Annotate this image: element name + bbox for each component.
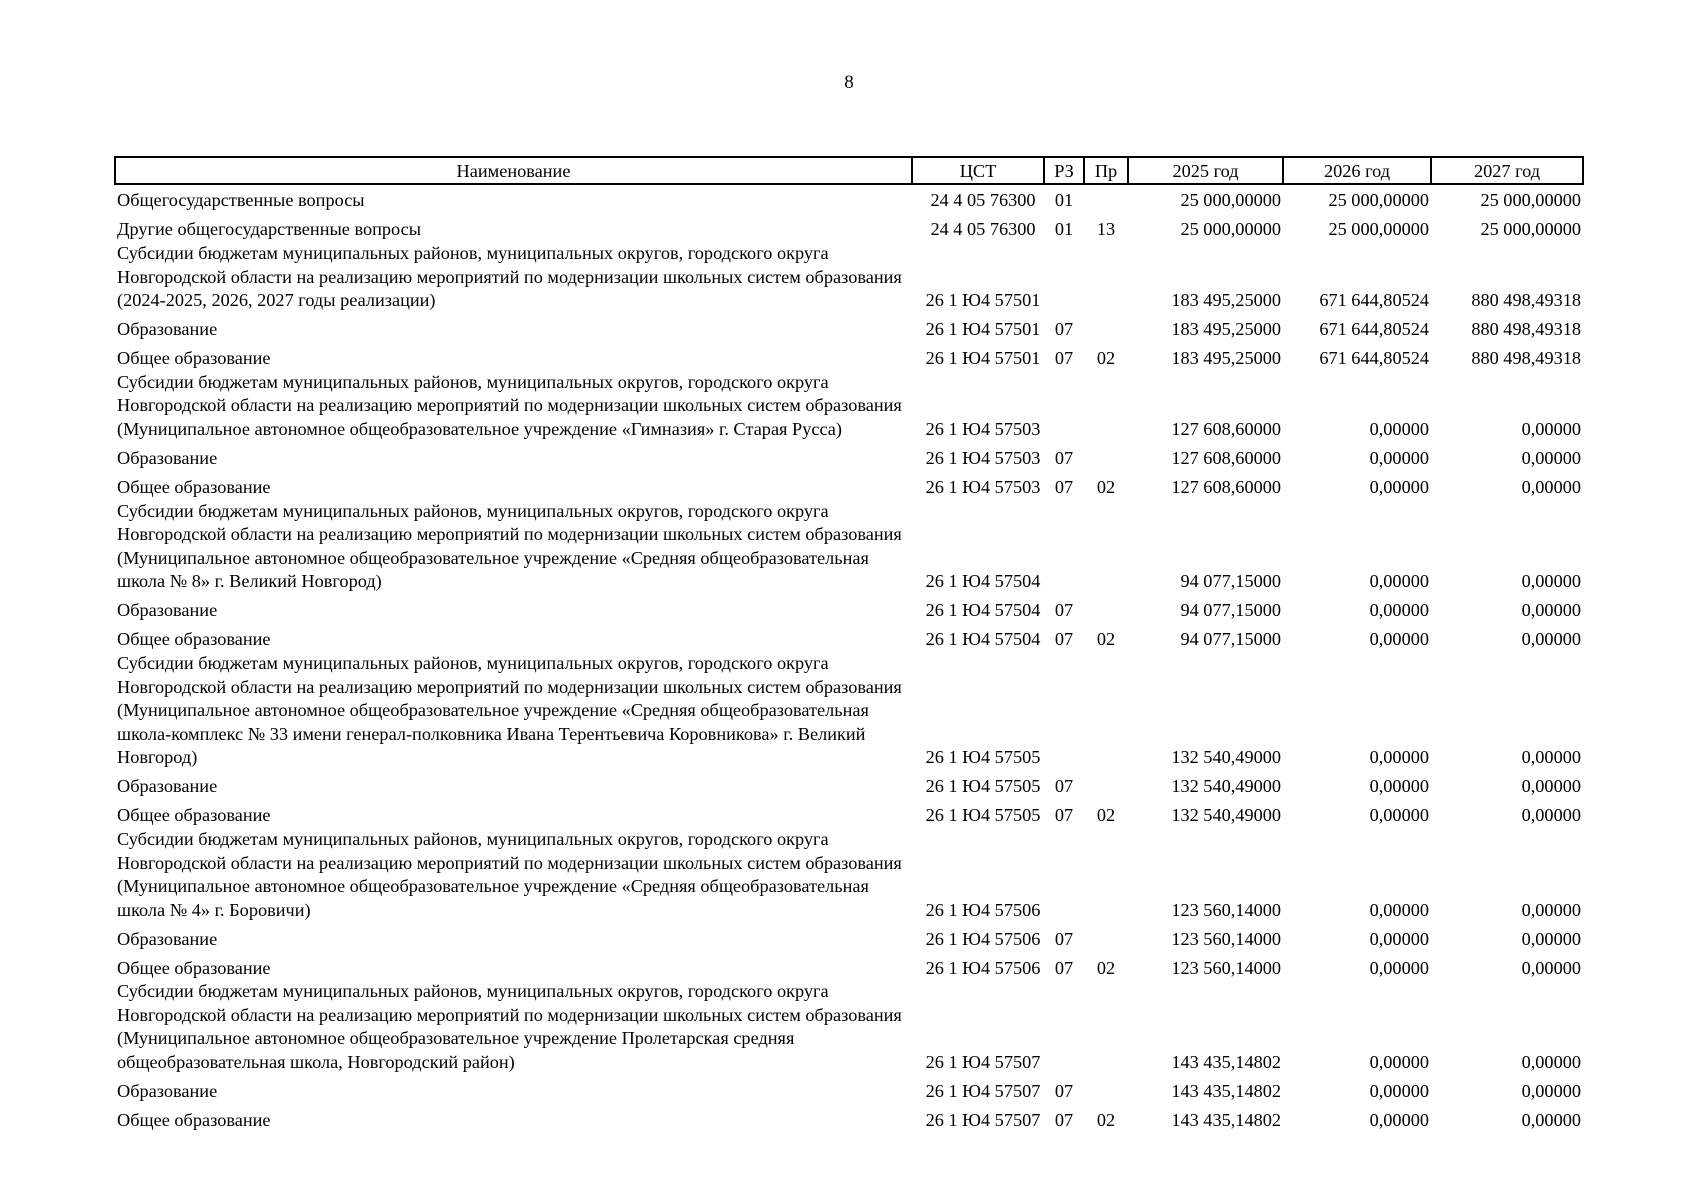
cell-2025: 132 540,49000 [1171, 776, 1281, 797]
cell-pr [1084, 652, 1128, 770]
table-row [115, 1075, 1583, 1104]
cell-pr [1084, 594, 1128, 623]
cell-rz: 07 [1054, 348, 1074, 369]
table-row [115, 342, 1583, 371]
cell-pr [1084, 922, 1128, 951]
cell-rz: 07 [1054, 957, 1074, 978]
cell-rz [1044, 828, 1084, 922]
cell-cst: 26 1 Ю4 57507 [925, 1110, 1041, 1131]
cell-cst: 26 1 Ю4 57504 [925, 600, 1041, 621]
cell-rz: 01 [1054, 190, 1074, 211]
cell-2025: 127 608,60000 [1171, 476, 1281, 497]
header-rz: РЗ [1044, 157, 1084, 184]
table-row [115, 652, 1583, 770]
table-row [115, 799, 1583, 828]
cell-2027: 0,00000 [1521, 957, 1581, 978]
header-2025: 2025 год [1128, 157, 1283, 184]
cell-pr [1084, 313, 1128, 342]
cell-name: Субсидии бюджетам муниципальных районов, муниципальных округов, городского округа Новгородской области на реализацию мероприятий по модернизации школьных систем образования (Муниципальное автономное общеобразовательное учреждение «Средняя общеобразовательная школа № 8» г. Великий Новгород) [117, 500, 902, 592]
cell-name: Образование [117, 928, 218, 949]
cell-cst: 26 1 Ю4 57503 [925, 418, 1041, 439]
table-row [115, 213, 1583, 242]
cell-2026: 0,00000 [1369, 747, 1429, 768]
cell-2025: 123 560,14000 [1171, 928, 1281, 949]
cell-rz: 01 [1054, 219, 1074, 240]
cell-name: Образование [117, 1081, 218, 1102]
cell-rz: 07 [1054, 1081, 1074, 1102]
table-row [115, 471, 1583, 500]
cell-2027: 0,00000 [1521, 571, 1581, 592]
cell-2025: 94 077,15000 [1180, 571, 1281, 592]
cell-2027: 0,00000 [1521, 1052, 1581, 1073]
cell-2027: 0,00000 [1521, 928, 1581, 949]
cell-2025: 127 608,60000 [1171, 447, 1281, 468]
cell-pr [1084, 442, 1128, 471]
header-name: Наименование [115, 157, 912, 184]
cell-2026: 0,00000 [1369, 928, 1429, 949]
cell-cst: 26 1 Ю4 57501 [925, 290, 1041, 311]
header-pr: Пр [1084, 157, 1128, 184]
cell-2026: 0,00000 [1369, 957, 1429, 978]
cell-2027: 880 498,49318 [1471, 348, 1581, 369]
cell-pr [1084, 828, 1128, 922]
cell-2026: 0,00000 [1369, 1081, 1429, 1102]
cell-cst: 26 1 Ю4 57505 [925, 776, 1041, 797]
cell-name: Субсидии бюджетам муниципальных районов, муниципальных округов, городского округа Новгородской области на реализацию мероприятий по модернизации школьных систем образования (2024-2025, 2026, 2027 годы реализации) [117, 243, 902, 311]
cell-rz: 07 [1054, 805, 1074, 826]
cell-2026: 25 000,00000 [1328, 219, 1429, 240]
cell-2025: 132 540,49000 [1171, 805, 1281, 826]
cell-2026: 0,00000 [1369, 1052, 1429, 1073]
table-body [115, 184, 1583, 1133]
cell-name: Субсидии бюджетам муниципальных районов, муниципальных округов, городского округа Новгородской области на реализацию мероприятий по модернизации школьных систем образования (Муниципальное автономное общеобразовательное учреждение «Гимназия» г. Старая Русса) [117, 371, 902, 439]
cell-2027: 0,00000 [1521, 418, 1581, 439]
cell-2026: 0,00000 [1369, 1110, 1429, 1131]
cell-cst: 26 1 Ю4 57507 [925, 1052, 1041, 1073]
cell-2027: 0,00000 [1521, 747, 1581, 768]
cell-pr: 02 [1096, 957, 1116, 978]
budget-table [114, 156, 1584, 1133]
cell-2026: 671 644,80524 [1319, 290, 1429, 311]
cell-2026: 671 644,80524 [1319, 348, 1429, 369]
cell-cst: 26 1 Ю4 57505 [925, 747, 1041, 768]
table-row [115, 242, 1583, 313]
table-row [115, 828, 1583, 922]
cell-2027: 0,00000 [1521, 899, 1581, 920]
cell-2025: 123 560,14000 [1171, 957, 1281, 978]
cell-pr [1084, 1075, 1128, 1104]
cell-2025: 123 560,14000 [1171, 899, 1281, 920]
cell-2025: 94 077,15000 [1180, 629, 1281, 650]
cell-name: Общее образование [117, 805, 271, 826]
table-row [115, 623, 1583, 652]
cell-rz: 07 [1054, 476, 1074, 497]
cell-2026: 0,00000 [1369, 776, 1429, 797]
cell-2027: 0,00000 [1521, 776, 1581, 797]
cell-rz: 07 [1054, 600, 1074, 621]
cell-2027: 880 498,49318 [1471, 319, 1581, 340]
cell-2025: 127 608,60000 [1171, 418, 1281, 439]
cell-rz [1044, 371, 1084, 442]
cell-name: Общее образование [117, 957, 271, 978]
cell-cst: 24 4 05 76300 [930, 190, 1036, 211]
cell-pr [1084, 770, 1128, 799]
cell-2027: 0,00000 [1521, 629, 1581, 650]
cell-rz: 07 [1054, 1110, 1074, 1131]
cell-rz: 07 [1054, 776, 1074, 797]
cell-name: Образование [117, 319, 218, 340]
cell-2026: 0,00000 [1369, 476, 1429, 497]
cell-pr [1084, 980, 1128, 1074]
cell-pr: 13 [1096, 219, 1116, 240]
cell-cst: 26 1 Ю4 57501 [925, 348, 1041, 369]
table-row [115, 1104, 1583, 1133]
cell-2026: 0,00000 [1369, 447, 1429, 468]
cell-name: Общее образование [117, 1110, 271, 1131]
cell-2025: 25 000,00000 [1180, 190, 1281, 211]
cell-name: Общее образование [117, 476, 271, 497]
cell-rz [1044, 242, 1084, 313]
cell-name: Образование [117, 776, 218, 797]
cell-rz: 07 [1054, 928, 1074, 949]
cell-pr: 02 [1096, 348, 1116, 369]
table-row [115, 594, 1583, 623]
cell-name: Общегосударственные вопросы [117, 190, 365, 211]
header-2027: 2027 год [1431, 157, 1583, 184]
cell-2027: 0,00000 [1521, 476, 1581, 497]
cell-2025: 183 495,25000 [1171, 319, 1281, 340]
cell-name: Образование [117, 600, 218, 621]
cell-cst: 26 1 Ю4 57506 [925, 957, 1041, 978]
cell-2027: 0,00000 [1521, 447, 1581, 468]
cell-2027: 0,00000 [1521, 805, 1581, 826]
cell-cst: 26 1 Ю4 57506 [925, 928, 1041, 949]
table-row [115, 313, 1583, 342]
cell-cst: 26 1 Ю4 57504 [925, 571, 1041, 592]
cell-cst: 26 1 Ю4 57503 [925, 447, 1041, 468]
cell-name: Субсидии бюджетам муниципальных районов, муниципальных округов, городского округа Новгородской области на реализацию мероприятий по модернизации школьных систем образования (Муниципальное автономное общеобразовательное учреждение «Средняя общеобразовательная школа-комплекс № 33 имени генерал-полковника Ивана Терентьевича Коровникова» г. Великий Новгород) [117, 652, 902, 768]
table-row [115, 770, 1583, 799]
cell-cst: 24 4 05 76300 [930, 219, 1036, 240]
table-row [115, 442, 1583, 471]
cell-rz: 07 [1054, 447, 1074, 468]
table-row [115, 371, 1583, 442]
cell-pr: 02 [1096, 805, 1116, 826]
cell-2026: 0,00000 [1369, 600, 1429, 621]
page-number: 8 [844, 72, 854, 93]
cell-2026: 0,00000 [1369, 418, 1429, 439]
cell-name: Субсидии бюджетам муниципальных районов, муниципальных округов, городского округа Новгородской области на реализацию мероприятий по модернизации школьных систем образования (Муниципальное автономное общеобразовательное учреждение «Средняя общеобразовательная школа № 4» г. Боровичи) [117, 828, 902, 920]
cell-2026: 0,00000 [1369, 571, 1429, 592]
cell-2025: 143 435,14802 [1171, 1081, 1281, 1102]
cell-rz [1044, 652, 1084, 770]
cell-2026: 25 000,00000 [1328, 190, 1429, 211]
cell-pr [1084, 184, 1128, 213]
cell-rz [1044, 980, 1084, 1074]
cell-2026: 0,00000 [1369, 899, 1429, 920]
cell-cst: 26 1 Ю4 57507 [925, 1081, 1041, 1102]
cell-name: Образование [117, 447, 218, 468]
cell-2027: 0,00000 [1521, 1110, 1581, 1131]
cell-pr [1084, 371, 1128, 442]
cell-pr: 02 [1096, 1110, 1116, 1131]
header-cst: ЦСТ [912, 157, 1044, 184]
cell-2025: 183 495,25000 [1171, 290, 1281, 311]
cell-pr [1084, 500, 1128, 594]
cell-2027: 0,00000 [1521, 1081, 1581, 1102]
cell-rz [1044, 500, 1084, 594]
cell-2026: 0,00000 [1369, 629, 1429, 650]
cell-pr [1084, 242, 1128, 313]
cell-name: Другие общегосударственные вопросы [117, 219, 422, 240]
cell-name: Общее образование [117, 629, 271, 650]
cell-2025: 132 540,49000 [1171, 747, 1281, 768]
cell-rz: 07 [1054, 629, 1074, 650]
cell-2025: 94 077,15000 [1180, 600, 1281, 621]
cell-2027: 880 498,49318 [1471, 290, 1581, 311]
cell-rz: 07 [1054, 319, 1074, 340]
cell-2025: 183 495,25000 [1171, 348, 1281, 369]
cell-cst: 26 1 Ю4 57505 [925, 805, 1041, 826]
header-2026: 2026 год [1283, 157, 1431, 184]
table-row [115, 951, 1583, 980]
cell-cst: 26 1 Ю4 57501 [925, 319, 1041, 340]
cell-2025: 143 435,14802 [1171, 1110, 1281, 1131]
table-row [115, 184, 1583, 213]
cell-pr: 02 [1096, 629, 1116, 650]
cell-2025: 143 435,14802 [1171, 1052, 1281, 1073]
cell-pr: 02 [1096, 476, 1116, 497]
cell-2027: 25 000,00000 [1480, 190, 1581, 211]
cell-name: Общее образование [117, 348, 271, 369]
cell-2027: 25 000,00000 [1480, 219, 1581, 240]
table-row [115, 500, 1583, 594]
cell-2026: 0,00000 [1369, 805, 1429, 826]
cell-cst: 26 1 Ю4 57503 [925, 476, 1041, 497]
table-header-row [115, 157, 1583, 184]
cell-name: Субсидии бюджетам муниципальных районов, муниципальных округов, городского округа Новгородской области на реализацию мероприятий по модернизации школьных систем образования (Муниципальное автономное общеобразовательное учреждение Пролетарская средняя общеобразовательная школа, Новгородский район) [117, 981, 902, 1073]
cell-cst: 26 1 Ю4 57504 [925, 629, 1041, 650]
cell-2027: 0,00000 [1521, 600, 1581, 621]
cell-2026: 671 644,80524 [1319, 319, 1429, 340]
cell-2025: 25 000,00000 [1180, 219, 1281, 240]
table-row [115, 922, 1583, 951]
cell-cst: 26 1 Ю4 57506 [925, 899, 1041, 920]
table-row [115, 980, 1583, 1074]
